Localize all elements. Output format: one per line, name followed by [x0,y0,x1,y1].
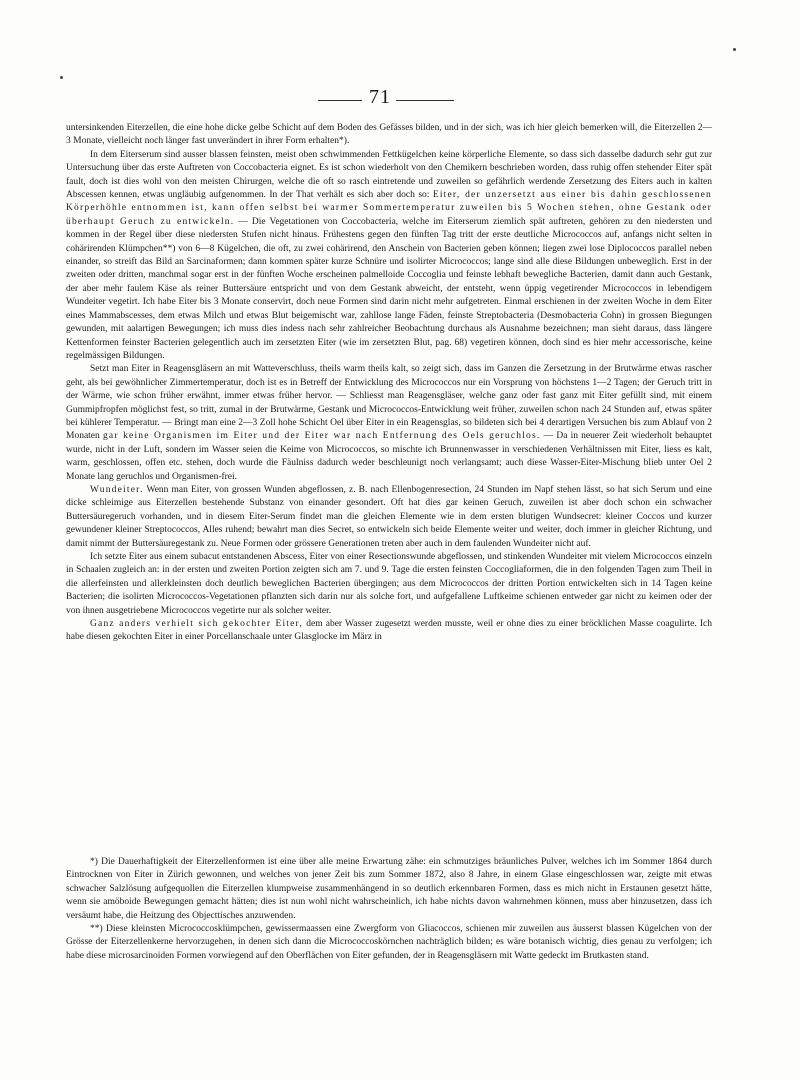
paragraph-text: untersinkenden Eiterzellen, die eine hohe dicke gelbe Schicht auf dem Boden des Gefässes bilden, und in der sich, was ich hier gleich bemerken will, die Eiterzellen 2—3 Monate, vielleicht noch länger fast unverändert in ihrer Form erhalten*). [66,123,712,147]
main-text [66,122,712,645]
paragraph-text: dem aber Wasser zugesetzt werden musste, weil er ohne dies zu einer bröcklichen Masse coagulirte. Ich habe diesen gekochten Eiter in einer Porcellanschaale unter Glasglocke im März in [66,619,713,643]
paragraph [66,363,712,484]
emphasized-text: Eiter, der unzersetzt aus einer bis dahin geschlossenen Körperhöhle entnommen ist, kann offen selbst bei warmer Sommertemperatur zuweilen bis 5 Wochen stehen, ohne Gestank oder überhaupt Geruch zu entwickeln. [66,190,713,227]
page-number: 71 [369,86,391,108]
emphasized-text: Ganz anders verhielt sich gekochter Eiter, [90,619,304,630]
header-rule-right [396,100,454,101]
paragraph-text: Setzt man Eiter in Reagensgläsern an mit Watteverschluss, theils warm theils kalt, so zeigt sich, dass im Ganzen die Zersetzung in der Brutwärme etwas rascher geht, als bei gewöhnlicher Zimmertemperatur, doch ist es in Betreff der Entwicklung des Micrococcos nur ein Vorsprung von höchstens 1—2 Tagen; der Geruch tritt in der Wärme, wie schon früher erwähnt, immer etwas früher hervor. — Schliesst man Reagensgläser, welche ganz oder fast ganz mit Eiter gefüllt sind, mit einem Gummipfropfen möglichst fest, so tritt, zumal in der Brutwärme, Gestank und Micrococcos-Entwicklung weit früher, zuweilen schon nach 24 Stunden auf, etwas später bei kühlerer Temperatur. — Bringt man eine 2—3 Zoll hohe Schicht Oel über Eiter in ein Reagensglas, so bildeten sich bei 4 derartigen Versuchen bis zum Ablauf von 2 Monaten [66,364,712,442]
paragraph-text: — Da in neuerer Zeit wiederholt behauptet wurde, nicht in der Luft, sondern im Wasser seien die Keime von Micrococcos, so mischte ich Brunnenwasser in verschiedenen Verhältnissen mit Eiter, liess es kalt, warm, geschlossen, offen etc. stehen, doch wurde die Fäulniss dadurch weder beschleunigt noch verlangsamt; auch diese Wasser-Eiter-Mischung blieb unter Oel 2 Monate lang geruchlos und Organismen-frei. [66,431,713,482]
footnote: *) Die Dauerhaftigkeit der Eiterzellenformen ist eine über alle meine Erwartung zähe: ein schmutziges bräunliches Pulver, welches ich im Sommer 1864 durch Eintrocknen von Eiter in Zürich gewonnen, und welches von jener Zeit bis zum Sommer 1872, also 8 Jahre, in einem Glase eingeschlossen war, zeigte mit etwas schwacher Salzlösung aufgequollen die Eiterzellen klumpweise zusammenhängend in so deutlich erkennbaren Formen, dass es mich nicht in Erstaunen gesetzt hätte, wenn sie amöboide Bewegungen gemacht hätten; dies ist nun wohl nicht wahrscheinlich, ich habe nichts davon wahrnehmen können, muss aber hinzusetzen, dass ich versäumt habe, die Heitzung des Objecttisches anzuwenden. [66,857,712,921]
scan-speck [733,48,736,51]
scan-speck [60,76,63,79]
paragraph-text: Wenn man Eiter, von grossen Wunden abgeflossen, z. B. nach Ellenbogenresection, 24 Stunden im Napf stehen lässt, so hat sich Serum und eine dicke schleimige aus Eiterzellen bestehende Substanz von einander gesondert. Oft hat dies gar keinen Geruch, zuweilen ist aber doch schon ein schwacher Buttersäuregeruch vorhanden, und in diesem Eiter-Serum findet man die gleichen Elemente wie in dem ersten blutigen Wundsecret: kleiner Coccos und kurzer gewundener kleiner Streptococcos, Alles ruhend; bewahrt man dies Secret, so entwickeln sich beide Elemente weiter und weiter, doch immer in gleicher Richtung, und damit nimmt der Buttersäuregestank zu. Neue Formen oder grössere Generationen treten aber auch in dem faulenden Wundeiter nicht auf. [66,484,712,549]
paragraph [66,618,712,645]
paragraph [66,484,712,551]
section-heading: Wundeiter. [90,484,144,495]
emphasized-text: gar keine Organismen im Eiter und der Eiter war nach Entfernung des Oels geruchlos. [102,431,541,442]
paragraph [66,551,712,618]
paragraph [66,149,712,364]
paragraph-text: — Die Vegetationen von Coccobacteria, welche im Eiterserum ziemlich spät auftreten, gehören zu den niedersten und kommen in der Regel über diese niedersten Stufen nicht hinaus. Frühestens gegen den fünften Tag tritt der erste deutliche Micrococcos auf, anfangs nicht selten in cohärirenden Klümpchen**) von 6—8 Kügelchen, die oft, zu zwei cohärirend, den Anschein von Bacterien geben können; liegen zwei lose Diplococcos parallel neben einander, so streift das Bild an Sarcinaformen; dann kommen später kurze Schnüre und isolirter Micrococcos; lange sind alle diese Bildungen unbeweglich. Erst in der zweiten oder dritten, manchmal sogar erst in der fünften Woche erscheinen palmelloide Coccoglia und feinste lebhaft bewegliche Bacterien, damit dann auch Gestank, der aber mehr faulem Käse als reiner Buttersäure entspricht und von dem Gestank abweicht, der entsteht, wenn üppig vegetirender Micrococcos in lebendigem Wundeiter vegetirt. Ich habe Eiter bis 3 Monate conservirt, doch neue Formen sind darin nicht mehr aufgetreten. Einmal erschienen in der zweiten Woche in dem Eiter eines Mammabscesses, dem etwas Milch und etwas Blut beigemischt war, zahllose lange Fäden, feinste Streptobacteria (Desmobacteria Cohn) in grossen Biegungen gewunden, mit aalartigen Bewegungen; ich muss dies indess nach sehr zahlreicher Beobachtung durchaus als Ausnahme bezeichnen; man sieht daraus, dass längere Kettenformen feinster Bacterien gelegentlich auch im zersetzten Eiter (wie im zersetzten Blut, pag. 68) vegetiren können, doch sind es hier mehr accessorische, keine regelmässigen Bildungen. [66,216,712,361]
paragraph [66,122,712,149]
footnote: **) Diese kleinsten Micrococcosklümpchen, gewissermaassen eine Zwergform von Gliacoccos, schienen mir zuweilen aus äusserst blassen Kügelchen von der Grösse der Eiterzellenkerne hervorzugehen, in denen sich dann die Micrococcoskörnchen nachträglich bilden; es wäre botanisch wichtig, dies genau zu verfolgen; ich habe diese microsarcinoiden Formen vorwiegend auf den Oberflächen von Eiter gefunden, der in Reagensgläsern mit Watte gedeckt im Brutkasten stand. [66,924,712,961]
paragraph-text: In dem Eiterserum sind ausser blassen feinsten, meist oben schwimmenden Fettkügelchen keine körperliche Elemente, so dass sich dasselbe dadurch sehr gut zur Untersuchung über das erste Auftreten von Coccobacteria eignet. Es ist schon wiederholt von den Chemikern beschrieben worden, dass ruhig offen stehender Eiter spät fault, doch ist dies wohl von den meisten Chirurgen, welche die oft so rasch eintretende und zuweilen so gefährlich werdende Zersetzung des Eiters auch in kalten Abscessen kennen, etwas ungläubig aufgenommen. In der That verhält es sich aber doch so: [66,149,712,201]
page-header [0,84,800,114]
footnotes [66,856,712,963]
paragraph-text: Ich setzte Eiter aus einem subacut entstandenen Abscess, Eiter von einer Resectionswunde abgeflossen, und stinkenden Wundeiter mit vielem Micrococcos einzeln in Schaalen zugleich an: in der ersten und zweiten Portion zeigten sich am 7. und 9. Tage die ersten feinsten Coccogliaformen, die in den folgenden Tagen zum Theil in die allerfeinsten und allerkleinsten doch deutlich beweglichen Bacterien übergingen; aus dem Micrococcos der dritten Portion entwickelten sich in 14 Tagen keine Bacterien; die isolirten Micrococcos-Vegetationen pflanzten sich darin nur als solche fort, und aufgefallene Luftkeime schienen entweder gar nicht zu keimen oder der von ihnen ausgetriebene Micrococcos vegetirte nur als solcher weiter. [66,552,712,616]
header-rule-left [318,100,362,101]
